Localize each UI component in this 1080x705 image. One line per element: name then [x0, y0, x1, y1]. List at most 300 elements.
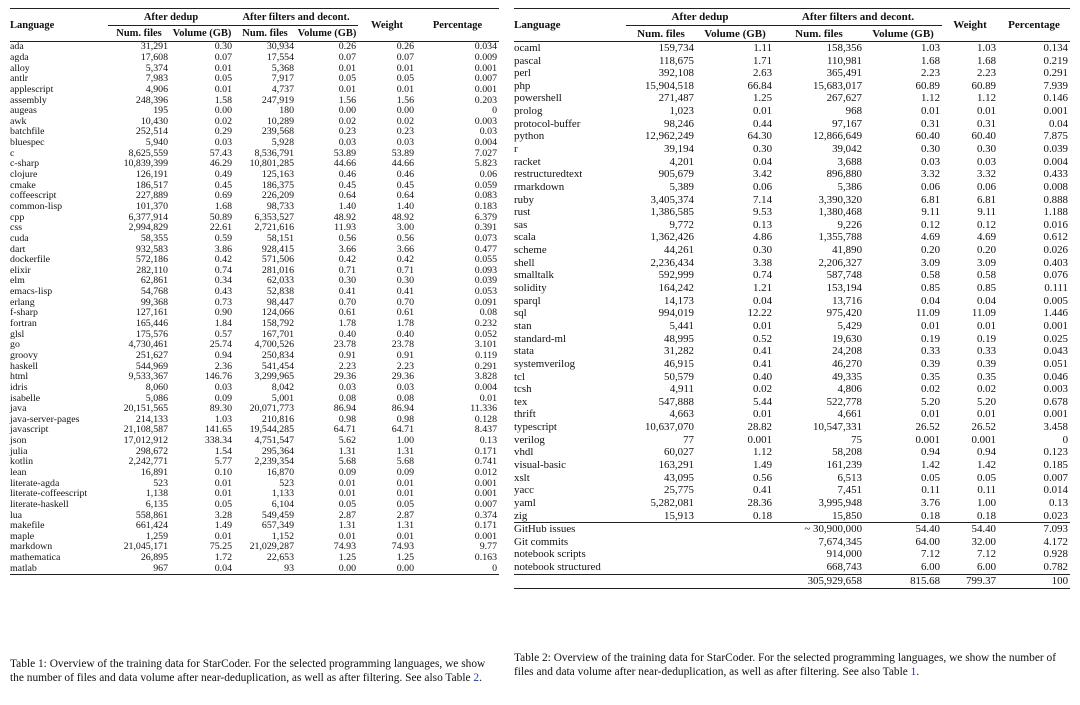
value-cell: 0.11 — [977, 484, 997, 497]
column-header-volume: Volume (GB) — [704, 27, 766, 40]
value-cell: 17,554 — [266, 52, 295, 63]
value-cell: 250,834 — [261, 349, 295, 361]
value-cell: 2.87 — [338, 509, 357, 521]
value-cell: 0.20 — [920, 244, 941, 257]
value-cell: 10,289 — [266, 115, 295, 127]
value-cell: 1.40 — [396, 200, 415, 212]
value-cell: 0.04 — [976, 294, 997, 307]
language-cell: cpp — [10, 211, 25, 223]
value-cell: 3.32 — [920, 168, 941, 181]
value-cell: 98,733 — [266, 200, 295, 212]
table-row — [514, 105, 1070, 118]
value-cell: 6,353,527 — [254, 211, 295, 223]
value-cell: 0.005 — [1043, 294, 1069, 307]
language-cell: scheme — [514, 244, 547, 257]
value-cell: 0.85 — [976, 282, 997, 295]
value-cell: 0.053 — [474, 286, 498, 298]
total-value-cell: 100 — [998, 574, 1070, 588]
total-value-cell — [696, 574, 774, 588]
value-cell: 0.055 — [474, 254, 498, 266]
value-cell: 60,027 — [664, 446, 694, 459]
value-cell: 0.05 — [396, 498, 415, 510]
language-cell: elm — [10, 275, 25, 287]
value-cell: 64.71 — [333, 424, 357, 436]
value-cell: 2,206,327 — [818, 256, 863, 269]
value-cell: 0.01 — [976, 105, 997, 118]
value-cell: 110,981 — [827, 54, 863, 67]
language-cell: batchfile — [10, 126, 45, 138]
value-cell: 4,906 — [145, 83, 168, 95]
value-cell: 0.94 — [976, 446, 997, 459]
value-cell: 661,424 — [135, 520, 168, 532]
value-cell: 54,768 — [140, 286, 168, 298]
value-cell: 124,066 — [261, 307, 295, 319]
value-cell: 4.69 — [920, 231, 941, 244]
value-cell: 0.40 — [396, 328, 415, 340]
language-cell: makefile — [10, 520, 45, 532]
value-cell: 0.291 — [474, 360, 498, 372]
value-cell: 0.01 — [214, 83, 233, 95]
value-cell: 0.678 — [1043, 395, 1069, 408]
value-cell: 8,536,791 — [254, 147, 295, 159]
language-cell: literate-haskell — [10, 498, 69, 510]
value-cell — [696, 549, 774, 562]
value-cell: 0.39 — [976, 357, 997, 370]
value-cell: 39,042 — [832, 142, 863, 155]
value-cell: 905,679 — [658, 168, 694, 181]
value-cell — [626, 561, 696, 574]
value-cell: 126,191 — [135, 169, 168, 181]
table-row — [10, 127, 499, 138]
language-cell: lean — [10, 466, 27, 478]
value-cell: 53.89 — [333, 147, 357, 159]
value-cell: 0.18 — [920, 509, 941, 522]
value-cell: 0.012 — [474, 466, 498, 478]
value-cell: 392,108 — [658, 67, 694, 80]
value-cell: 6.81 — [920, 193, 941, 206]
value-cell: 6.00 — [920, 561, 941, 574]
value-cell: 0.01 — [396, 83, 415, 95]
value-cell: 0.01 — [752, 105, 773, 118]
value-cell: 7.939 — [1043, 79, 1069, 92]
language-cell: literate-coffeescript — [10, 488, 88, 500]
table-row — [10, 436, 499, 447]
value-cell: 549,459 — [261, 509, 295, 521]
value-cell: 52,838 — [266, 286, 295, 298]
language-cell: restructuredtext — [514, 168, 583, 181]
value-cell: 167,701 — [261, 328, 295, 340]
value-cell: 9,533,367 — [128, 371, 168, 383]
table-row — [10, 489, 499, 500]
value-cell: 9.11 — [977, 206, 997, 219]
value-cell: 93 — [234, 563, 296, 574]
table-row — [514, 257, 1070, 270]
value-cell: 0.10 — [214, 466, 233, 478]
value-cell: 0.12 — [920, 218, 941, 231]
value-cell: 0.05 — [920, 471, 941, 484]
table-row — [514, 181, 1070, 194]
value-cell: 4.86 — [752, 231, 773, 244]
value-cell: 9.77 — [479, 541, 498, 553]
value-cell: 0.046 — [1043, 370, 1069, 383]
value-cell: 0.001 — [1043, 319, 1069, 332]
value-cell: 75 — [851, 433, 863, 446]
value-cell: 0.01 — [338, 83, 357, 95]
table-row — [10, 74, 499, 85]
language-cell: augeas — [10, 105, 37, 117]
value-cell: 932,583 — [135, 243, 168, 255]
value-cell: 1.31 — [338, 445, 357, 457]
table-1 — [10, 8, 499, 575]
language-cell: tcsh — [514, 383, 532, 396]
value-cell: 247,919 — [261, 94, 295, 106]
value-cell: 7,674,345 — [818, 535, 863, 548]
value-cell: 0.433 — [1043, 168, 1069, 181]
value-cell: 1.78 — [396, 318, 415, 330]
value-cell: 0.01 — [214, 530, 233, 542]
value-cell: 0.014 — [1043, 484, 1069, 497]
language-cell: glsl — [10, 328, 25, 340]
value-cell: 239,568 — [261, 126, 295, 138]
value-cell: 0.171 — [474, 520, 498, 532]
value-cell: 46,915 — [664, 357, 694, 370]
value-cell: 5.68 — [338, 456, 357, 468]
value-cell: 0.30 — [976, 142, 997, 155]
language-cell: php — [514, 79, 531, 92]
total-value-cell: 799.37 — [942, 574, 998, 588]
value-cell: 1.188 — [1043, 206, 1069, 219]
value-cell: 9,226 — [837, 218, 863, 231]
table-row — [10, 244, 499, 255]
value-cell: 0.18 — [752, 509, 773, 522]
value-cell: 6,377,914 — [128, 211, 168, 223]
column-header-language: Language — [10, 19, 55, 31]
value-cell: 1.40 — [338, 200, 357, 212]
language-cell: mathematica — [10, 552, 61, 564]
value-cell: 0.58 — [920, 269, 941, 282]
value-cell: 6,513 — [837, 471, 863, 484]
value-cell: 19,544,285 — [249, 424, 295, 436]
value-cell: 0.001 — [915, 433, 941, 446]
table-row — [10, 510, 499, 521]
language-cell: f-sharp — [10, 307, 38, 319]
value-cell: 0.051 — [1043, 357, 1069, 370]
value-cell: 0.04 — [920, 294, 941, 307]
value-cell: 975,420 — [826, 307, 863, 320]
value-cell: 127,161 — [135, 307, 168, 319]
value-cell: 1.68 — [976, 54, 997, 67]
value-cell: 1,023 — [669, 105, 694, 118]
value-cell: 0.001 — [474, 62, 498, 74]
value-cell: 5.20 — [920, 395, 941, 408]
value-cell: 0.08 — [338, 392, 357, 404]
value-cell: 0.19 — [920, 332, 941, 345]
table-row — [514, 168, 1070, 181]
table-row — [514, 232, 1070, 245]
value-cell: 0.45 — [396, 179, 415, 191]
value-cell: 0.185 — [1043, 459, 1069, 471]
table-row — [514, 358, 1070, 371]
value-cell: 5.68 — [396, 456, 415, 468]
value-cell: 0.001 — [474, 488, 498, 500]
table-row — [10, 138, 499, 149]
table-2 — [514, 8, 1070, 589]
value-cell: 0.02 — [214, 115, 233, 127]
value-cell: 0.07 — [338, 52, 357, 63]
value-cell: 0.26 — [396, 41, 415, 53]
value-cell: 0.05 — [338, 498, 357, 510]
value-cell: 1.12 — [976, 92, 997, 105]
table-row — [514, 42, 1070, 55]
value-cell: 0.57 — [214, 328, 233, 340]
language-cell: ocaml — [514, 41, 541, 54]
language-cell: standard-ml — [514, 332, 567, 345]
language-cell: erlang — [10, 296, 35, 308]
value-cell: 0.01 — [396, 62, 415, 74]
language-cell: fortran — [10, 318, 37, 330]
value-cell: 0.30 — [752, 142, 773, 155]
table-row — [10, 404, 499, 415]
table-reference-link[interactable]: 1 — [910, 665, 917, 678]
value-cell: 16,891 — [140, 466, 168, 478]
value-cell: 0.45 — [214, 179, 233, 191]
language-cell: agda — [10, 52, 29, 63]
value-cell: 0.13 — [752, 218, 773, 231]
table-row — [10, 255, 499, 266]
value-cell: 0.26 — [338, 41, 357, 53]
extra-source-row — [514, 549, 1070, 562]
value-cell: 592,999 — [658, 269, 694, 282]
value-cell: 1.72 — [214, 552, 233, 564]
value-cell: 7.14 — [752, 193, 773, 206]
value-cell: 657,349 — [261, 520, 295, 532]
value-cell: 5,368 — [271, 62, 295, 74]
value-cell: 3.28 — [214, 509, 233, 521]
value-cell: 5,928 — [271, 137, 295, 149]
table-row — [514, 497, 1070, 510]
value-cell: 39,194 — [664, 142, 694, 155]
language-cell: css — [10, 222, 23, 234]
value-cell: 0.219 — [1043, 54, 1069, 67]
value-cell: 2.23 — [920, 67, 941, 80]
value-cell: 2,994,829 — [128, 222, 168, 234]
value-cell: 5.62 — [338, 435, 357, 447]
value-cell: 0.90 — [214, 307, 233, 319]
language-cell: c-sharp — [10, 158, 40, 170]
table-row — [514, 345, 1070, 358]
table-row — [514, 295, 1070, 308]
table-row — [514, 371, 1070, 384]
value-cell: 54.40 — [942, 523, 998, 536]
language-cell: antlr — [10, 73, 29, 85]
value-cell: 0.01 — [396, 477, 415, 489]
value-cell: 1.56 — [338, 94, 357, 106]
value-cell: 2.87 — [396, 509, 415, 521]
value-cell: 1.58 — [214, 94, 233, 106]
value-cell: 58,151 — [266, 232, 295, 244]
value-cell: 175,576 — [135, 328, 168, 340]
value-cell: 0.232 — [474, 318, 498, 330]
value-cell: 8,625,559 — [128, 147, 168, 159]
value-cell: 0.41 — [752, 484, 773, 497]
value-cell: 0.07 — [396, 52, 415, 63]
table-row — [514, 421, 1070, 434]
language-cell: literate-agda — [10, 477, 60, 489]
table-row — [514, 282, 1070, 295]
value-cell: 0.403 — [1043, 256, 1069, 269]
value-cell: 23.78 — [391, 339, 415, 351]
value-cell: 0.05 — [976, 471, 997, 484]
table-row — [10, 191, 499, 202]
value-cell: 3.09 — [976, 256, 997, 269]
value-cell: 1.49 — [214, 520, 233, 532]
value-cell: 1,152 — [271, 530, 295, 542]
value-cell: 28.82 — [747, 421, 773, 434]
value-cell: 0.128 — [474, 413, 498, 425]
value-cell: 0.33 — [976, 345, 997, 358]
table-row — [514, 156, 1070, 169]
value-cell: 0.00 — [296, 563, 358, 574]
language-cell: sql — [514, 307, 527, 320]
value-cell: 587,748 — [826, 269, 863, 282]
language-cell: ada — [10, 41, 24, 53]
value-cell: 0.146 — [1043, 92, 1069, 105]
value-cell: 0.093 — [474, 264, 498, 276]
language-cell: java — [10, 403, 27, 415]
value-cell: 214,133 — [135, 413, 168, 425]
table-row — [514, 194, 1070, 207]
value-cell: 0.46 — [338, 169, 357, 181]
value-cell: 1,386,585 — [650, 206, 694, 219]
value-cell: 0.01 — [920, 105, 941, 118]
value-cell — [696, 536, 774, 549]
value-cell: 0.39 — [920, 357, 941, 370]
value-cell: 1,259 — [145, 530, 168, 542]
value-cell: 5,389 — [669, 180, 694, 193]
value-cell: 26.52 — [971, 421, 997, 434]
value-cell: 5,086 — [145, 392, 168, 404]
table-row — [10, 265, 499, 276]
value-cell: 5.823 — [474, 158, 498, 170]
value-cell: 0.03 — [396, 137, 415, 149]
value-cell: 164,242 — [658, 282, 694, 295]
value-cell: 0.31 — [920, 117, 941, 130]
value-cell: 43,095 — [664, 471, 694, 484]
table-row — [10, 276, 499, 287]
value-cell: 0.374 — [474, 509, 498, 521]
language-cell: alloy — [10, 62, 30, 74]
value-cell: 17,012,912 — [123, 435, 168, 447]
value-cell: 0.34 — [214, 275, 233, 287]
table-row — [514, 143, 1070, 156]
value-cell: 0.41 — [752, 357, 773, 370]
table-row — [10, 223, 499, 234]
value-cell: 0.043 — [1043, 345, 1069, 358]
value-cell: 0.58 — [976, 269, 997, 282]
language-cell: yaml — [514, 496, 536, 509]
value-cell: 99,368 — [140, 296, 168, 308]
value-cell — [626, 523, 696, 536]
value-cell: 48.92 — [333, 211, 357, 223]
value-cell: 11.93 — [334, 222, 357, 234]
value-cell: 54.40 — [864, 523, 942, 536]
value-cell: 2,721,616 — [254, 222, 295, 234]
value-cell: 5,940 — [145, 137, 168, 149]
value-cell: 5,386 — [837, 180, 863, 193]
value-cell: 46,270 — [832, 357, 863, 370]
value-cell: 0.35 — [976, 370, 997, 383]
language-cell: r — [514, 142, 518, 155]
value-cell: 0.18 — [976, 509, 997, 522]
value-cell: 0.003 — [474, 115, 498, 127]
language-cell: pascal — [514, 54, 542, 67]
value-cell: 0.052 — [474, 328, 498, 340]
total-row — [514, 574, 1070, 588]
value-cell: 30,934 — [266, 41, 295, 53]
value-cell: 0.30 — [214, 41, 233, 53]
value-cell: 0.30 — [338, 275, 357, 287]
column-header-weight: Weight — [953, 19, 987, 31]
value-cell: 0.03 — [479, 126, 498, 138]
value-cell: 0.40 — [338, 328, 357, 340]
language-cell: cuda — [10, 232, 29, 244]
value-cell: 10,801,285 — [249, 158, 295, 170]
value-cell: 558,861 — [135, 509, 168, 521]
language-cell: haskell — [10, 360, 38, 372]
value-cell: 60.89 — [915, 79, 941, 92]
value-cell: 62,861 — [140, 275, 168, 287]
value-cell: 12,866,649 — [813, 130, 863, 143]
language-cell: rmarkdown — [514, 180, 565, 193]
value-cell: 1.31 — [396, 445, 415, 457]
value-cell: 163,291 — [658, 459, 694, 471]
value-cell: 0.06 — [752, 180, 773, 193]
language-cell: json — [10, 435, 27, 447]
value-cell: 1.11 — [753, 41, 773, 54]
language-cell: racket — [514, 155, 541, 168]
value-cell: 7,917 — [271, 73, 295, 85]
value-cell: 41,890 — [832, 244, 863, 257]
value-cell: 0.74 — [752, 269, 773, 282]
value-cell: 3.76 — [920, 496, 941, 509]
table-row — [10, 500, 499, 511]
value-cell: 0.01 — [338, 488, 357, 500]
table-reference-link[interactable]: 2 — [473, 671, 480, 684]
language-cell: protocol-buffer — [514, 117, 581, 130]
value-cell: 58,355 — [140, 232, 168, 244]
value-cell: 968 — [845, 105, 863, 118]
table-row — [10, 319, 499, 330]
value-cell: 0.02 — [752, 383, 773, 396]
value-cell: 0.001 — [474, 477, 498, 489]
value-cell: 141.65 — [204, 424, 233, 436]
value-cell: 0 — [1062, 433, 1069, 446]
language-cell: Git commits — [514, 535, 569, 548]
value-cell: 0.41 — [396, 286, 415, 298]
value-cell: 0.02 — [976, 383, 997, 396]
value-cell: 4,663 — [669, 408, 694, 421]
value-cell: 9,772 — [669, 218, 694, 231]
total-value-cell: 815.68 — [864, 574, 942, 588]
column-header-num-files: Num. files — [637, 27, 685, 40]
value-cell: 0.56 — [338, 232, 357, 244]
language-cell: tex — [514, 395, 528, 408]
language-cell: julia — [10, 445, 28, 457]
value-cell: 3.00 — [396, 222, 415, 234]
value-cell: 8,060 — [145, 381, 168, 393]
table-row — [10, 180, 499, 191]
value-cell: 0.02 — [920, 383, 941, 396]
